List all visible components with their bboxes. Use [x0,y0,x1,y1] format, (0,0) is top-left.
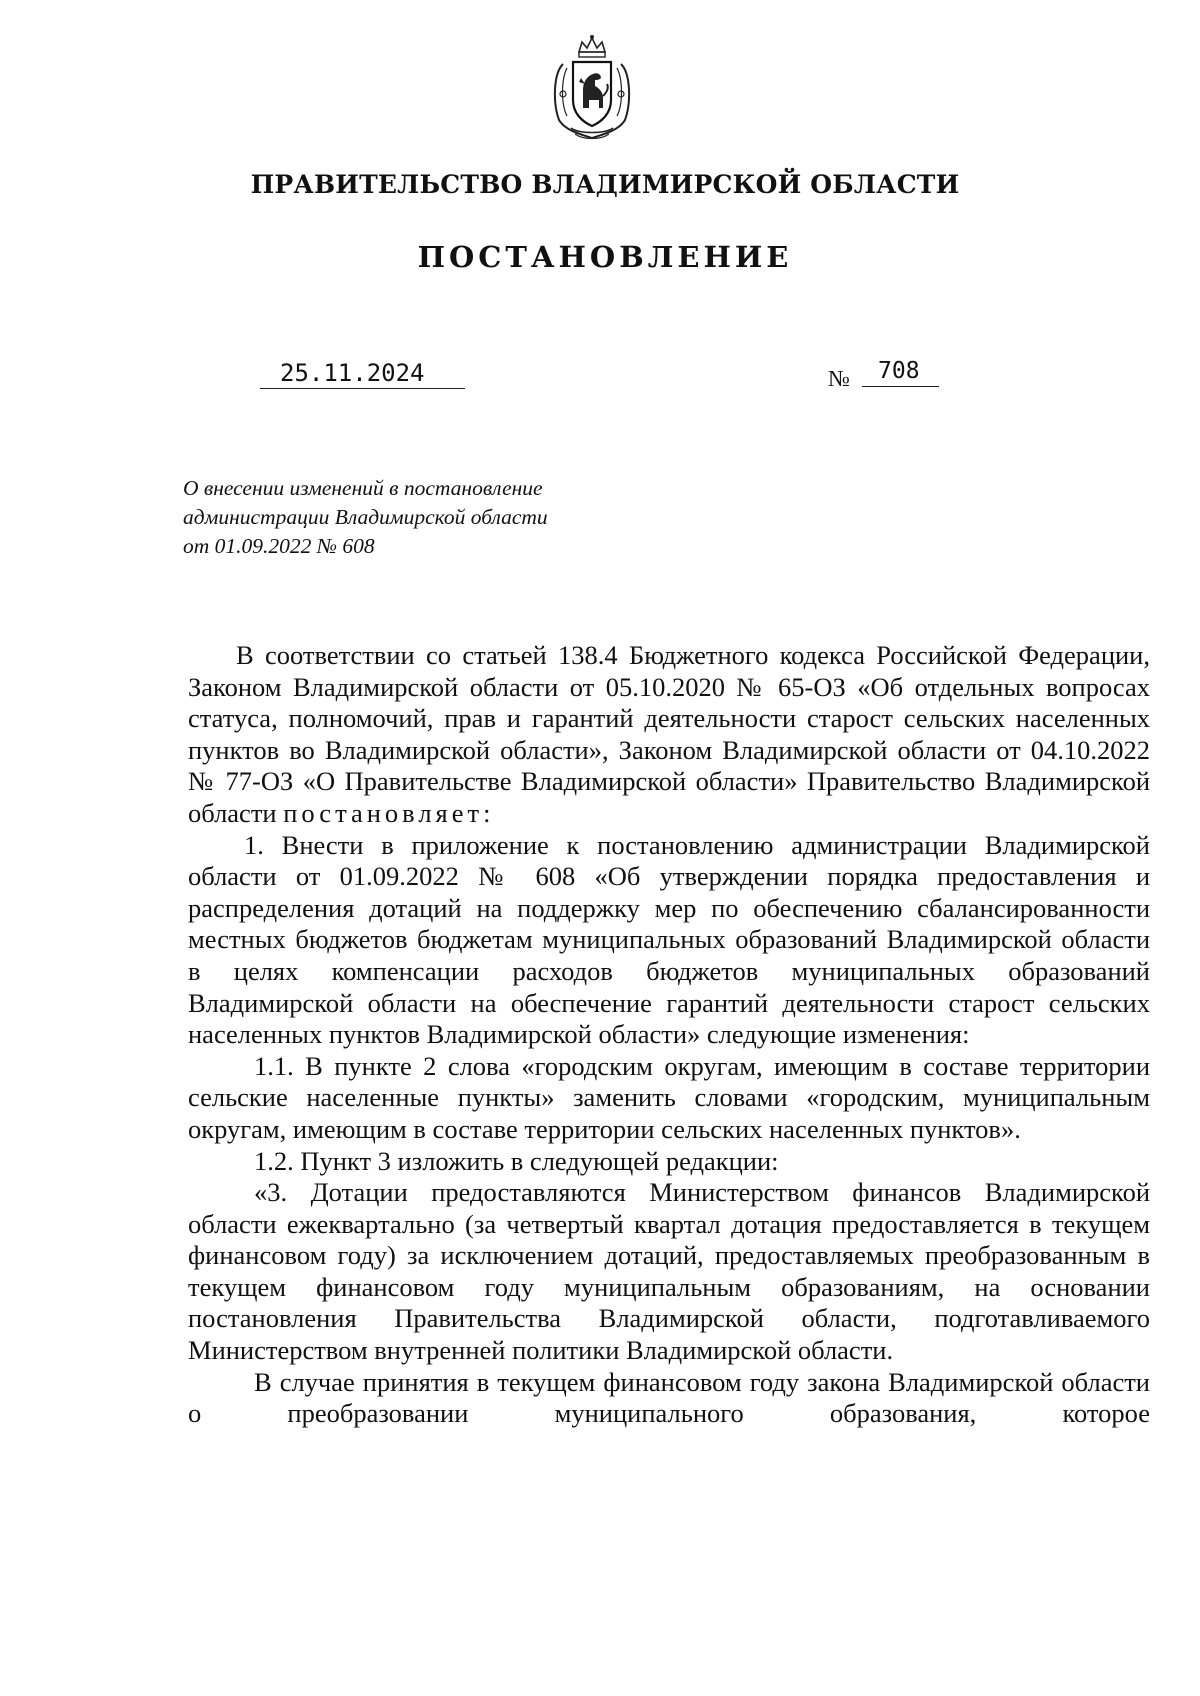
vladimir-region-coat-of-arms-icon [549,34,635,142]
document-type-title: ПОСТАНОВЛЕНИЕ [417,240,793,274]
document-date: 25.11.2024 [260,358,465,389]
resolves-word: постановляет: [283,797,495,828]
body-paragraph-item-1-2: 1.2. Пункт 3 изложить в следующей редакции: [254,1145,779,1176]
body-paragraph-preamble [188,640,1150,830]
document-subject [183,474,603,561]
subject-line: О внесении изменений в постановление [183,476,543,500]
number-sign: № [828,366,850,391]
subject-line: от 01.09.2022 № 608 [183,534,375,558]
document-body [188,640,1150,1430]
body-paragraph-item-1-1: 1.1. В пункте 2 слова «городским округам, имеющим в составе территории сельские населенные пункты» заменить словами «городским, муниципальным округам, имеющим в составе территории сельских населенных пунктов». [188,1050,1150,1144]
subject-line: администрации Владимирской области [183,505,548,529]
body-paragraph-item-1: 1. Внести в приложение к постановлению администрации Владимирской области от 01.09.2022 № 608 «Об утверждении порядка предоставления и распределения дотаций на поддержку мер по обеспечению сбалансированности местных бюджетов бюджетам муниципальных образований Владимирской области в целях компенсации расходов бюджетов муниципальных образований Владимирской области на обеспечение гарантий деятельности старост сельских населенных пунктов Владимирской области» следующие изменения: [188,829,1150,1050]
government-title: ПРАВИТЕЛЬСТВО ВЛАДИМИРСКОЙ ОБЛАСТИ [250,170,960,199]
body-paragraph-item-3-text: «3. Дотации предоставляются Министерством финансов Владимирской области ежеквартально (за четвертый квартал дотация предоставляется в текущем финансовом году) за исключением дотаций, предоставляемых преобразованным в текущем финансовом году муниципальным образованиям, на основании постановления Правительства Владимирской области, подготавливаемого Министерством внутренней политики Владимирской области. [188,1177,1150,1366]
document-number: 708 [862,356,939,387]
body-paragraph-continuation: В случае принятия в текущем финансовом году закона Владимирской области о преобразовании муниципального образования, которое [188,1366,1150,1429]
preamble-text: В соответствии со статьей 138.4 Бюджетного кодекса Российской Федерации, Законом Владимирской области от 05.10.2020 № 65-ОЗ «Об отдельных вопросах статуса, полномочий, прав и гарантий деятельности старост сельских населенных пунктов во Владимирской области», Законом Владимирской области от 04.10.2022 № 77-ОЗ «О Правительстве Владимирской области» Правительство Владимирской области [188,640,1150,828]
